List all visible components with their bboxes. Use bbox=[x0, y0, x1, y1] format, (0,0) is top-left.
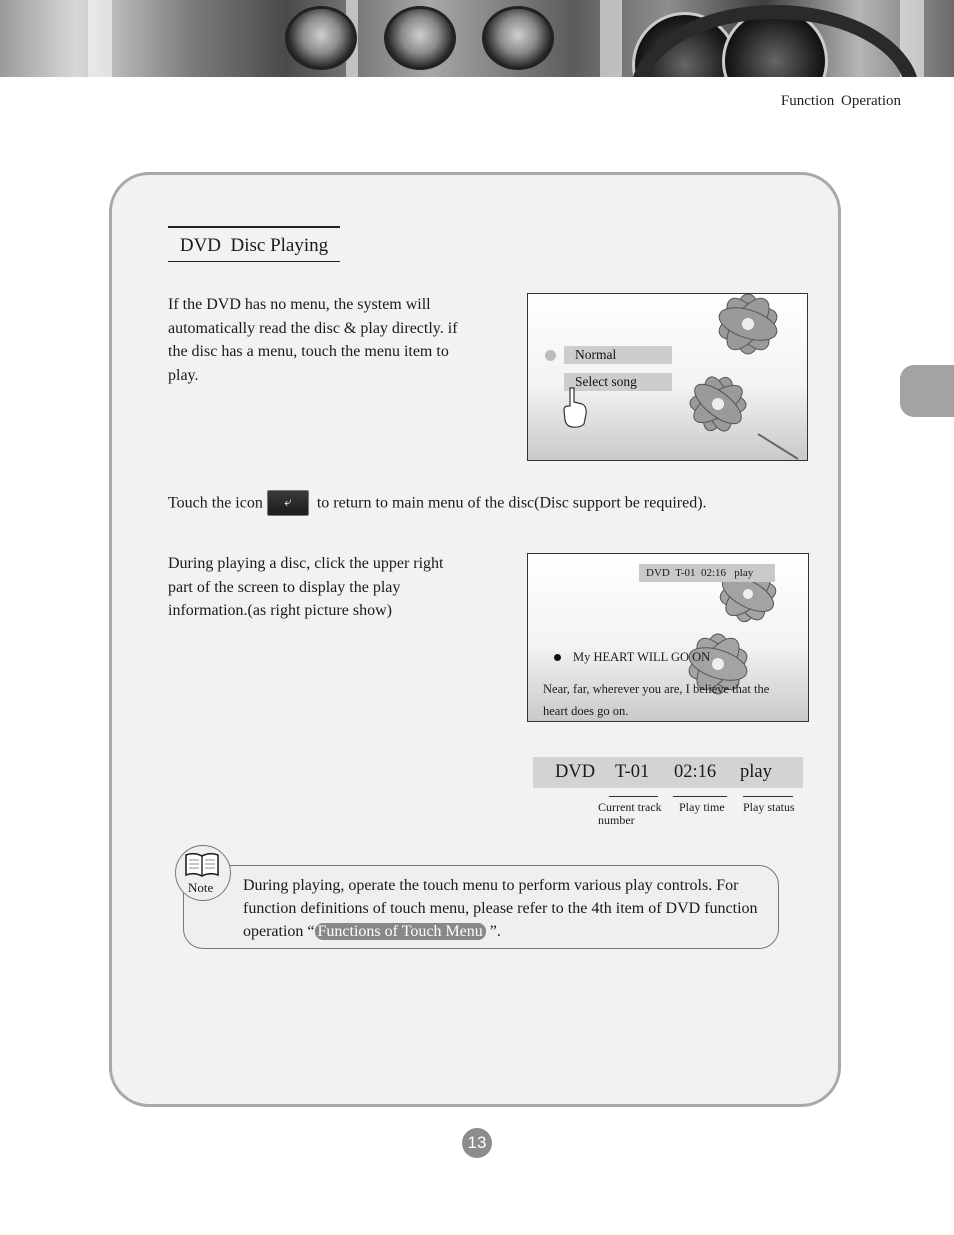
legend-track-line1: Current track bbox=[598, 800, 662, 814]
flower-decoration-icon bbox=[678, 293, 808, 461]
legend-pointer-line bbox=[673, 796, 727, 797]
note-text-main: During playing, operate the touch menu to perform various play controls. For function definitions of touch menu, please refer to the 4th item of DVD function operation “ bbox=[243, 877, 758, 940]
dial-knob-icon bbox=[384, 6, 456, 70]
legend-track-line2: number bbox=[598, 813, 635, 827]
return-arrow-icon[interactable]: ⤶ bbox=[267, 490, 309, 516]
song-title: My HEART WILL GO ON bbox=[573, 650, 711, 664]
legend-time-label: Play time bbox=[679, 800, 725, 814]
return-instruction-text-after: to return to main menu of the disc(Disc support be required). bbox=[312, 494, 707, 512]
song-bullet-dot bbox=[554, 654, 561, 661]
legend-status-label: Play status bbox=[743, 800, 795, 814]
note-highlight-link[interactable]: Functions of Touch Menu bbox=[315, 923, 486, 940]
play-info-bar[interactable]: DVD T-01 02:16 play bbox=[639, 564, 775, 582]
return-instruction-text-before: Touch the icon bbox=[168, 494, 263, 512]
info-source: DVD bbox=[555, 762, 596, 782]
info-track: T-01 bbox=[615, 762, 650, 782]
return-icon-instruction bbox=[168, 490, 707, 518]
disc-menu-item-select-song[interactable]: Select song bbox=[564, 373, 672, 391]
note-text bbox=[243, 874, 783, 943]
legend-track-label bbox=[598, 801, 662, 827]
play-info-strip bbox=[533, 757, 803, 788]
dial-knob-icon bbox=[285, 6, 357, 70]
lyric-line: Near, far, wherever you are, I believe that the bbox=[543, 682, 770, 696]
menu-selector-dot bbox=[545, 350, 556, 361]
page-number: 13 bbox=[462, 1128, 492, 1158]
disc-menu-item-normal[interactable]: Normal bbox=[564, 346, 672, 364]
play-info-screenshot bbox=[527, 553, 809, 722]
chapter-tab bbox=[900, 365, 954, 417]
header-banner-image bbox=[0, 0, 954, 77]
intro-paragraph: If the DVD has no menu, the system will automatically read the disc & play directly. if the disc has a menu, touch the menu item to play. bbox=[168, 296, 458, 384]
legend-pointer-line bbox=[609, 796, 658, 797]
dial-knob-icon bbox=[482, 6, 554, 70]
open-book-icon bbox=[184, 851, 220, 879]
note-text-end: ”. bbox=[485, 923, 501, 940]
play-info-paragraph: During playing a disc, click the upper right part of the screen to display the play information.(as right picture show) bbox=[168, 555, 444, 619]
disc-menu-screenshot bbox=[527, 293, 808, 461]
section-header: Function Operation bbox=[780, 93, 901, 109]
lyric-line: heart does go on. bbox=[543, 704, 629, 718]
section-title: DVD Disc Playing bbox=[168, 226, 340, 262]
legend-pointer-line bbox=[743, 796, 793, 797]
pointing-hand-icon bbox=[562, 386, 588, 428]
info-time: 02:16 bbox=[674, 762, 717, 782]
note-label: Note bbox=[188, 880, 214, 895]
info-status: play bbox=[740, 762, 772, 782]
